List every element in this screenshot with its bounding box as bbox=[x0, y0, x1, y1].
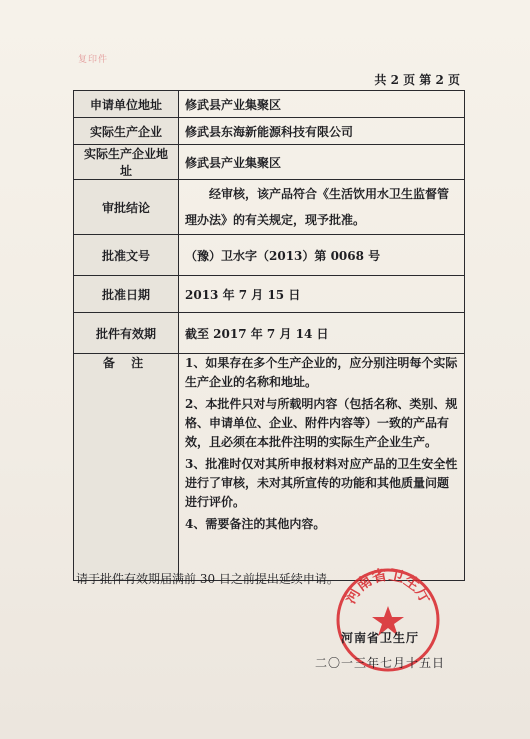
table-row bbox=[74, 118, 465, 145]
remark-item: 2、本批件只对与所载明内容（包括名称、类别、规格、申请单位、企业、附件内容等）一致的产品有效，且必须在本批件注明的实际生产企业生产。 bbox=[185, 397, 458, 449]
approval-number: （豫）卫水字（2013）第 0068 号 bbox=[179, 235, 465, 276]
table-row bbox=[74, 91, 465, 118]
row-value: 修武县东海新能源科技有限公司 bbox=[179, 118, 465, 145]
row-label: 批准日期 bbox=[74, 276, 179, 313]
svg-text:河南省卫生厅 bbox=[341, 566, 435, 607]
row-label: 申请单位地址 bbox=[74, 91, 179, 118]
row-value: 修武县产业集聚区 bbox=[179, 91, 465, 118]
remark-item: 1、如果存在多个生产企业的，应分别注明每个实际生产企业的名称和地址。 bbox=[185, 356, 458, 389]
issue-date: 二〇一三年七月十五日 bbox=[315, 656, 446, 670]
table-row bbox=[74, 276, 465, 313]
row-label: 实际生产企业 bbox=[74, 118, 179, 145]
row-label: 批件有效期 bbox=[74, 313, 179, 354]
copy-stamp-mark: 复印件 bbox=[78, 55, 109, 65]
table-row bbox=[74, 235, 465, 276]
row-label: 批准文号 bbox=[74, 235, 179, 276]
approval-conclusion: 经审核，该产品符合《生活饮用水卫生监督管理办法》的有关规定，现予批准。 bbox=[179, 180, 465, 235]
table-row bbox=[74, 313, 465, 354]
remarks-list bbox=[179, 354, 465, 581]
approval-table bbox=[73, 90, 465, 581]
issuing-authority: 河南省卫生厅 bbox=[341, 631, 420, 645]
table-row bbox=[74, 180, 465, 235]
remark-item: 4、需要备注的其他内容。 bbox=[185, 517, 326, 531]
renewal-note: 请于批件有效期届满前 30 日之前提出延续申请。 bbox=[76, 572, 339, 586]
row-label: 实际生产企业地址 bbox=[74, 145, 179, 180]
validity-period: 截至 2017 年 7 月 14 日 bbox=[179, 313, 465, 354]
approval-date: 2013 年 7 月 15 日 bbox=[179, 276, 465, 313]
seal-text: 河南省卫生厅 bbox=[340, 566, 436, 607]
table-row bbox=[74, 145, 465, 180]
page-indicator: 共 2 页 第 2 页 bbox=[374, 73, 460, 87]
row-label: 审批结论 bbox=[74, 180, 179, 235]
table-row bbox=[74, 354, 465, 581]
remarks-label: 备 注 bbox=[74, 354, 179, 581]
row-value: 修武县产业集聚区 bbox=[179, 145, 465, 180]
remark-item: 3、批准时仅对其所申报材料对应产品的卫生安全性进行了审核，未对其所宣传的功能和其他质量问题进行评价。 bbox=[185, 457, 458, 509]
